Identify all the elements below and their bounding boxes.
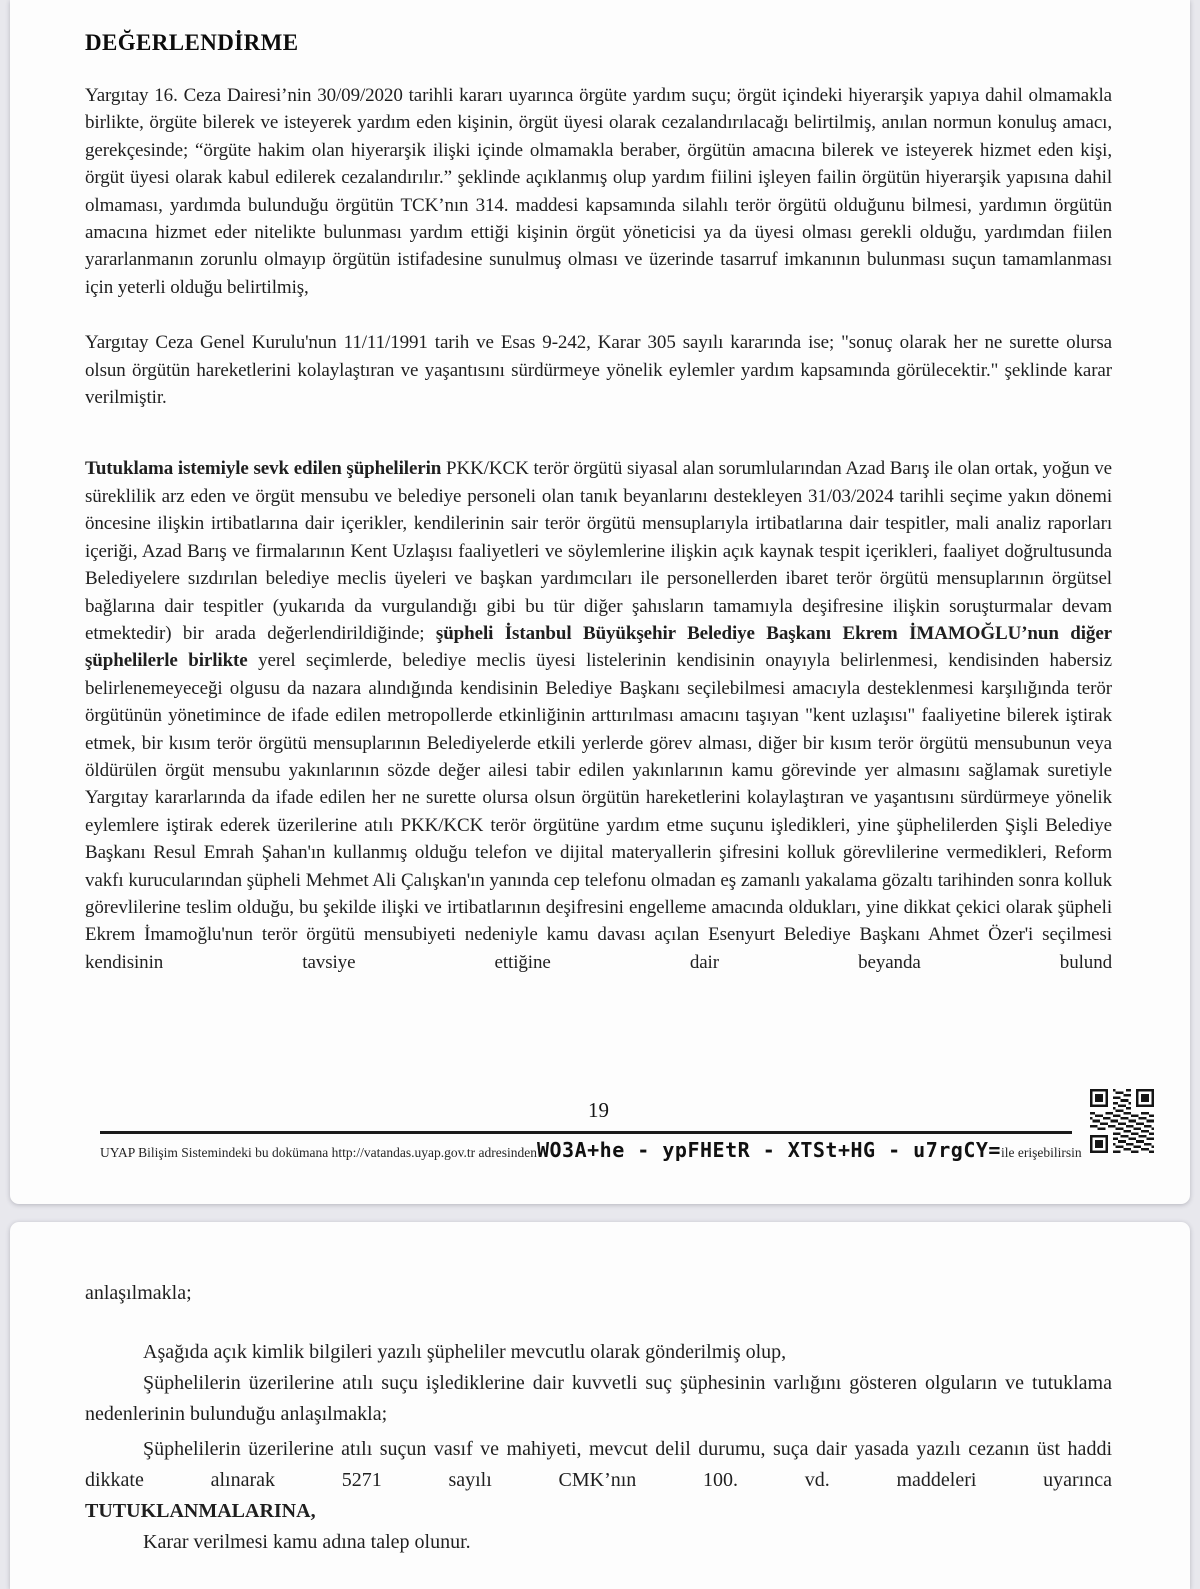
paragraph-strong-suspicion: Şüphelilerin üzerilerine atılı suçu işlediklerine dair kuvvetli suç şüphesinin varlığını gösteren olguların ve tutuklama nedenlerinin bulunduğu anlaşılmakla; [85,1372,1112,1425]
qr-code-icon [1090,1089,1154,1153]
page-1-body [10,0,1190,976]
uyap-footer-suffix: ile erişebilirsin [1000,1145,1082,1160]
text-run: yerel seçimlerde, belediye meclis üyesi listelerinin kendisinin onayıyla belirlenmesi, kendisinden habersiz belirlenemeyeceği olgusu da nazara alındığında kendisinin Belediye Başkanı seçilebilmesi amacıyla desteklenmesi karşılığında terör örgütünün yönetimince de ifade edilen metropollerde etkinliğinin arttırılması amacını taşıyan "kent uzlaşısı" faaliyetine bilerek iştirak etmek, bir kısım terör örgütü mensuplarının Belediyelerde etkili yerlerde görev alması, diğer bir kısım terör örgütü mensubunun veya öldürülen örgüt mensubu yakınlarının sözde değer ailesi tabir edilen yakınlarının kamu görevinde yer almasını sağlamak suretiyle Yargıtay kararlarında da ifade edilen her ne surette olursa olsun örgütün hareketlerini kolaylaştıran ve yaşantısını sürdürmeye yönelik eylemlere iştirak ederek üzerilerine atılı PKK/KCK terör örgütüne yardım etme suçunu işledikleri, yine şüphelilerden Şişli Belediye Başkanı Resul Emrah Şahan'ın kullanmış olduğu telefon ve dijital materyallerin şifresini kolluk görevlilerine vermedikleri, Reform vakfı kurucularından şüpheli Mehmet Ali Çalışkan'ın yanında cep telefonu olmadan eş zamanlı yakalama gözaltı tarihinden sonra kolluk görevlilerine teslim olduğu, bu şekilde ilişki ve irtibatlarının deşifresini engelleme amacında oldukları, yine dikkat çekici olarak şüpheli Ekrem İmamoğlu'nun terör örgütü mensubiyeti nedeniyle kamu davası açılan Esenyurt Belediye Başkanı Ahmet Özer'i seçilmesi kendisinin tavsiye ettiğine dair beyanda bulund [85,650,1112,973]
footer-divider [100,1131,1072,1134]
page-number: 19 [588,1098,609,1122]
text-run-bold: şüpheli İstanbul Büyükşehir Belediye Başkanı Ekrem İMAMOĞLU’nun diğer şüphelilerle birlikte [85,622,1112,672]
legal-paragraph-indictment [85,455,1112,976]
paragraph-closing-request: Karar verilmesi kamu adına talep olunur. [143,1531,471,1553]
paragraph-suspects-sent: Aşağıda açık kimlik bilgileri yazılı şüpheliler mevcutlu olarak gönderilmiş olup, [143,1341,787,1363]
qr-finder-top-left [1090,1089,1108,1107]
document-page-1 [10,0,1190,1204]
qr-finder-top-right [1136,1089,1154,1107]
legal-paragraph-yargitay-16: Yargıtay 16. Ceza Dairesi’nin 30/09/2020 tarihli kararı uyarınca örgüte yardım suçu; örgüt içindeki hiyerarşik yapıya dahil olmamakla birlikte, örgüte bilerek ve isteyerek yardım eden kişinin, örgüt üyesi olarak cezalandırılacağı belirtilmiş, anılan normun konuluş amacı, gerekçesinde; “örgüte hakim olan hiyerarşik ilişki içinde olmamakla beraber, örgütün amacına bilerek ve isteyerek hizmet eden kişi, örgüt üyesi olarak kabul edilerek cezalandırılır.” şeklinde açıklanmış olup yardım fiilini işleyen failin örgütün hiyerarşik yapısına dahil olmaması, yardımda bulunduğu örgütün TCK’nın 314. maddesi kapsamında silahlı terör örgütü olduğunu bilmesi, yardımın örgütün amacına hizmet eder nitelikte bulunması yardım ettiği kişinin örgüt yöneticisi ya da üyesi olması gerekli olduğu, yardımdan fiilen yararlanmanın zorunlu olmayıp örgütün istifadesine sunulmuş olması ve üzerinde tasarruf imkanının bulunması suçun tamamlanması için yeterli olduğu belirtilmiş, [85,85,1112,298]
uyap-footer-prefix: UYAP Bilişim Sistemindeki bu dokümana http://vatandas.uyap.gov.tr adresinden [100,1145,537,1160]
text-run: PKK/KCK terör örgütü siyasal alan sorumlularından Azad Barış ile olan ortak, yoğun ve süreklilik arz eden ve örgüt mensubu ve belediye personeli olan tanık beyanlarını destekleyen 31/03/2024 tarihli seçime yakın dönemi öncesine ilişkin irtibatlarına dair içerikler, kendilerinin sair terör örgütü mensuplarıyla irtibatlarına dair tespitler, mali analiz raporları içeriği, Azad Barış ve firmalarının Kent Uzlaşısı faaliyetleri ve söylemlerine ilişkin açık kaynak tespit içerikleri, faaliyet doğrultusunda Belediyelere sızdırılan belediye meclis üyeleri ve başkan yardımcıları ile personellerden ibaret terör örgütü mensuplarının örgütsel bağlarına dair tespitler (yukarıda da vurgulandığı gibi bu tür diğer şahısların tamamıyla deşifresine ilişkin soruşturmalar devam etmektedir) bir arada değerlendirildiğinde; [85,458,1112,644]
uyap-access-code: WO3A+he - ypFHEtR - XTSt+HG - u7rgCY= [536,1138,1001,1162]
paragraph-detention-order: TUTUKLANMALARINA, [85,1500,316,1522]
uyap-footer [100,1138,1082,1162]
section-heading: DEĞERLENDİRME [85,30,299,55]
paragraph-cmk-100: Şüphelilerin üzerilerine atılı suçun vasıf ve mahiyeti, mevcut delil durumu, suça dair yasada yazılı cezanın üst haddi dikkate alınarak 5271 sayılı CMK’nın 100. vd. maddeleri uyarınca [85,1438,1112,1491]
paragraph-anlasilmakla: anlaşılmakla; [85,1282,192,1304]
text-run-bold: Tutuklama istemiyle sevk edilen şüphelilerin [85,458,447,480]
legal-paragraph-genel-kurul: Yargıtay Ceza Genel Kurulu'nun 11/11/1991 tarih ve Esas 9-242, Karar 305 sayılı kararında ise; "sonuç olarak her ne surette olursa olsun örgütün hareketlerini kolaylaştıran ve yaşantısını sürdürmeye yönelik eylemler yardım kapsamında görülecektir." şeklinde karar verilmiştir. [85,332,1112,409]
page-2-body [10,1222,1190,1558]
document-page-2 [10,1222,1190,1589]
qr-finder-bottom-left [1090,1135,1108,1153]
